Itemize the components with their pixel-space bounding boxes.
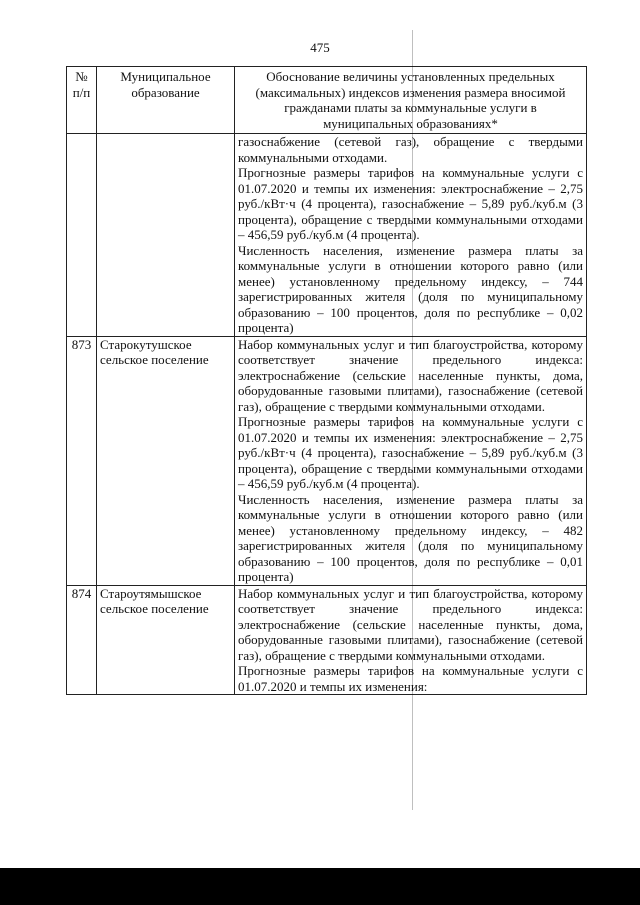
table-row xyxy=(67,336,587,585)
paragraph: Прогнозные размеры тарифов на коммунальные услуги с 01.07.2020 и темпы их изменения: электроснабжение – 2,75 руб./кВт·ч (4 процента), газоснабжение – 5,89 руб./куб.м (3 процента), обращение с твердыми коммунальными отходами – 456,59 руб./куб.м (4 процента). xyxy=(238,165,583,242)
scan-fold-line xyxy=(412,30,413,810)
row-justification xyxy=(235,336,587,585)
page-number: 475 xyxy=(310,40,330,55)
scan-bottom-edge xyxy=(0,868,640,905)
paragraph: Прогнозные размеры тарифов на коммунальные услуги с 01.07.2020 и темпы их изменения: электроснабжение – 2,75 руб./кВт·ч (4 процента), газоснабжение – 5,89 руб./куб.м (3 процента), обращение с твердыми коммунальными отходами – 456,59 руб./куб.м (4 процента). xyxy=(238,414,583,491)
paragraph: Прогнозные размеры тарифов на коммунальные услуги с 01.07.2020 и темпы их изменения: xyxy=(238,663,583,694)
row-municipality xyxy=(97,134,235,337)
paragraph: Численность населения, изменение размера платы за коммунальные услуги в отношении которого равно (или менее) установленному предельному индексу, – 744 зарегистрированных жителя (доля по муниципальному образованию – 100 процентов, доля по республике – 0,02 процента) xyxy=(238,242,583,335)
row-municipality: Староутямышское сельское поселение xyxy=(97,585,235,695)
paragraph: Численность населения, изменение размера платы за коммунальные услуги в отношении которого равно (или менее) установленному предельному индексу, – 482 зарегистрированных жителя (доля по муниципальному образованию – 100 процентов, доля по республике – 0,01 процента) xyxy=(238,491,583,584)
row-num xyxy=(67,134,97,337)
row-municipality: Старокутушское сельское поселение xyxy=(97,336,235,585)
row-num: 873 xyxy=(67,336,97,585)
table-row xyxy=(67,585,587,695)
row-num: 874 xyxy=(67,585,97,695)
paragraph: Набор коммунальных услуг и тип благоустройства, которому соответствует значение предельного индекса: электроснабжение (сельские населенные пункты, дома, оборудованные газовыми плитами), газоснабжение (сетевой газ), обращение с твердыми коммунальными отходами. xyxy=(238,336,583,414)
table-header-row xyxy=(67,67,587,134)
header-num: № п/п xyxy=(67,67,97,134)
paragraph: газоснабжение (сетевой газ), обращение с твердыми коммунальными отходами. xyxy=(238,134,583,165)
row-justification xyxy=(235,585,587,695)
tariff-table xyxy=(66,66,587,695)
paragraph: Набор коммунальных услуг и тип благоустройства, которому соответствует значение предельного индекса: электроснабжение (сельские населенные пункты, дома, оборудованные газовыми плитами), газоснабжение (сетевой газ), обращение с твердыми коммунальными отходами. xyxy=(238,585,583,663)
row-justification xyxy=(235,134,587,337)
header-justification: Обоснование величины установленных предельных (максимальных) индексов изменения размера вносимой гражданами платы за коммунальные услуги в муниципальных образованиях* xyxy=(235,67,587,134)
header-municipality: Муниципальное образование xyxy=(97,67,235,134)
table-row xyxy=(67,134,587,337)
